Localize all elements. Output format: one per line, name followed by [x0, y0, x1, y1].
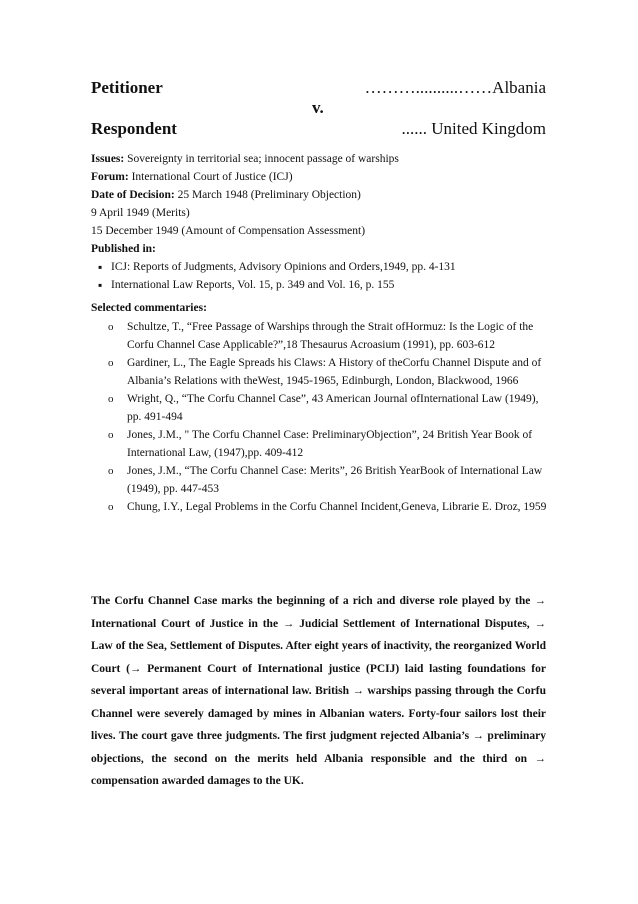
published-label — [91, 240, 156, 258]
list-item: o Jones, J.M., " The Corfu Channel Case: PreliminaryObjection”, 24 British Year Book of International Law, (1947),pp. 409-412 — [108, 426, 548, 462]
date-line-2: 9 April 1949 (Merits) — [91, 207, 190, 219]
commentaries-list — [108, 318, 548, 516]
issues-line — [91, 150, 399, 168]
date-line-3: 15 December 1949 (Amount of Compensation Assessment) — [91, 225, 366, 237]
petitioner-value: ………..........……Albania — [364, 78, 546, 97]
published-label-text: Published in: — [91, 243, 156, 255]
list-item: ▪ International Law Reports, Vol. 15, p. 349 and Vol. 16, p. 155 — [91, 276, 456, 294]
forum-line — [91, 168, 293, 186]
case-summary: The Corfu Channel Case marks the beginning of a rich and diverse role played by the → International Court of Justice in the → Judicial Settlement of International Disputes, → Law of the Sea, Settlement of Disputes. After eight years of inactivity, the reorganized World Court (→ Permanent Court of International justice (PCIJ) laid lasting foundations for several important areas of international law. British → warships passing through the Corfu Channel were severely damaged by mines in Albanian waters. Forty-four sailors lost their lives. The court gave three judgments. The first judgment rejected Albania’s → preliminary objections, the second on the merits held Albania responsible and the third on → compensation awarded damages to the UK. — [91, 595, 546, 787]
commentaries-title: Selected commentaries: — [91, 302, 207, 314]
respondent-value: ...... United Kingdom — [401, 119, 546, 138]
list-item: o Schultze, T., “Free Passage of Warships through the Strait ofHormuz: Is the Logic of the Corfu Channel Case Applicable?”,18 Thesaurus Acroasium (1991), pp. 603-612 — [108, 318, 548, 354]
list-item: ▪ ICJ: Reports of Judgments, Advisory Opinions and Orders,1949, pp. 4-131 — [91, 258, 456, 276]
list-item: o Gardiner, L., The Eagle Spreads his Claws: A History of theCorfu Channel Dispute and of Albania’s Relations with theWest, 1945-1965, Edinburgh, London, Blackwood, 1966 — [108, 354, 548, 390]
issues-value: Sovereignty in territorial sea; innocent passage of warships — [127, 153, 399, 165]
date-value: 25 March 1948 (Preliminary Objection) — [177, 189, 361, 201]
list-item: o Wright, Q., “The Corfu Channel Case”, 43 American Journal ofInternational Law (1949), pp. 491-494 — [108, 390, 548, 426]
versus-label: v. — [312, 98, 324, 117]
forum-label: Forum: — [91, 171, 129, 183]
forum-value: International Court of Justice (ICJ) — [131, 171, 293, 183]
respondent-label: Respondent — [91, 119, 177, 138]
date-label: Date of Decision: — [91, 189, 175, 201]
list-item: o Jones, J.M., “The Corfu Channel Case: Merits”, 26 British YearBook of International Law (1949), pp. 447-453 — [108, 462, 548, 498]
date-line — [91, 186, 361, 204]
issues-label: Issues: — [91, 153, 125, 165]
petitioner-label: Petitioner — [91, 78, 163, 97]
list-item: o Chung, I.Y., Legal Problems in the Corfu Channel Incident,Geneva, Librarie E. Droz, 1959 — [108, 498, 548, 516]
published-list — [91, 258, 456, 294]
